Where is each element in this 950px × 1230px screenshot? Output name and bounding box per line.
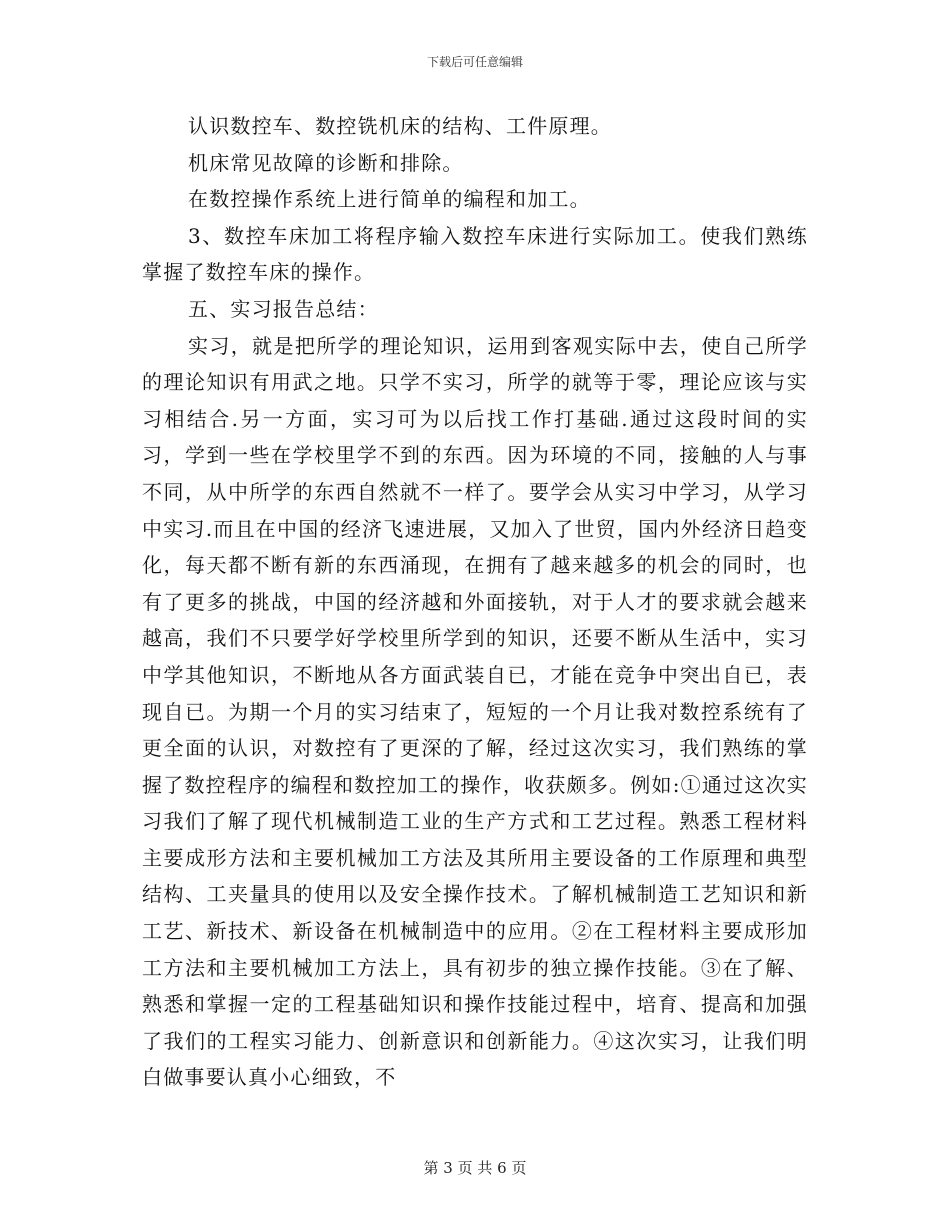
paragraph-lathe-processing: 3、数控车床加工将程序输入数控车床进行实际加工。使我们熟练掌握了数控车床的操作。 <box>142 223 808 285</box>
section-heading-summary: 五、实习报告总结： <box>188 296 379 321</box>
list-item-structure: 认识数控车、数控铣机床的结构、工件原理。 <box>188 114 612 138</box>
paragraph-summary-body: 实习，就是把所学的理论知识，运用到客观实际中去，使自己所学的理论知识有用武之地。只学不实习，所学的就等于零，理论应该与实习相结合.另一方面，实习可为以后找工作打基础.通过这段时间的实习，学到一些在学校里学不到的东西。因为环境的不同，接触的人与事不同，从中所学的东西自然就不一样了。要学会从实习中学习，从学习中实习.而且在中国的经济飞速进展，又加入了世贸，国内外经济日趋变化，每天都不断有新的东西涌现，在拥有了越来越多的机会的同时，也有了更多的挑战，中国的经济越和外面接轨，对于人才的要求就会越来越高，我们不只要学好学校里所学到的知识，还要不断从生活中，实习中学其他知识，不断地从各方面武装自已，才能在竞争中突出自已，表现自已。为期一个月的实习结束了，短短的一个月让我对数控系统有了更全面的认识，对数控有了更深的了解，经过这次实习，我们熟练的掌握了数控程序的编程和数控加工的操作，收获颇多。例如:①通过这次实习我们了解了现代机械制造工业的生产方式和工艺过程。熟悉工程材料主要成形方法和主要机械加工方法及其所用主要设备的工作原理和典型结构、工夹量具的使用以及安全操作技术。了解机械制造工艺知识和新工艺、新技术、新设备在机械制造中的应用。②在工程材料主要成形加工方法和主要机械加工方法上，具有初步的独立操作技能。③在了解、熟悉和掌握一定的工程基础知识和操作技能过程中，培育、提高和加强了我们的工程实习能力、创新意识和创新能力。④这次实习，让我们明白做事要认真小心细致，不 <box>142 333 808 1090</box>
page-number-footer: 第 3 页 共 6 页 <box>423 1159 527 1177</box>
list-item-programming: 在数控操作系统上进行简单的编程和加工。 <box>188 187 591 212</box>
list-item-fault-diagnosis: 机床常见故障的诊断和排除。 <box>188 150 464 175</box>
document-body <box>142 108 808 1096</box>
page-header-note: 下载后可任意编辑 <box>426 55 523 69</box>
